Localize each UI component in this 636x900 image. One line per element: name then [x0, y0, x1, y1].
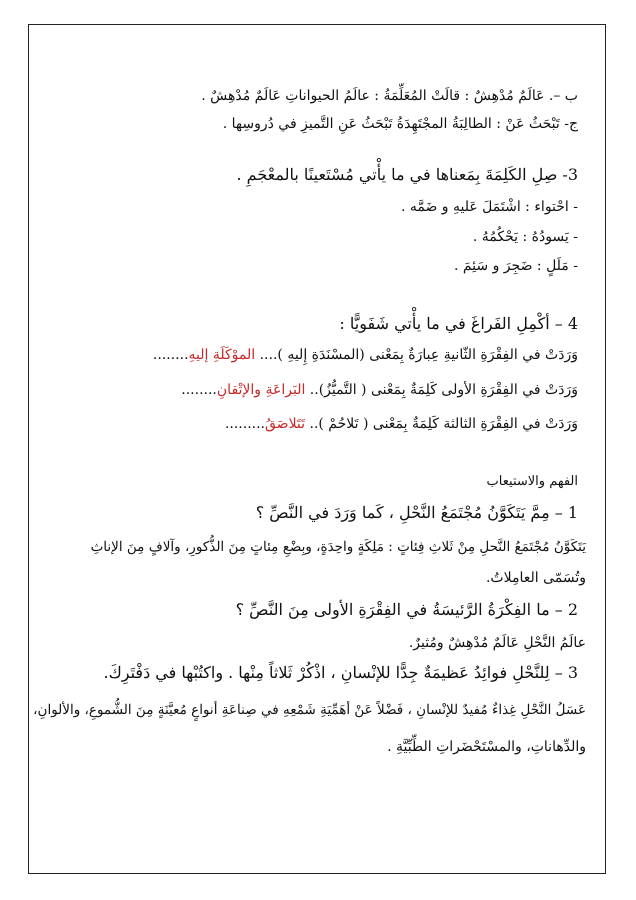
fill-item-dots: ........ [152, 347, 189, 363]
comp-a1-line1: يَتَكَوَّنُ مُجْتَمَعُ النَّحلِ مِنْ ثَلاثِ فِئاتٍ : مَلِكَةٍ واحِدَةٍ، وبِضْعِ مِئاتٍ مِنَ الذُّكورِ، وآلافٍ مِنَ الإناثِ [90, 539, 586, 555]
comp-a3-line2: والدِّهاناتِ، والمسْتَحْضَراتِ الطِّبِّيَّةِ . [387, 739, 586, 755]
fill-item-text: وَرَدَتْ في الفِقْرَةِ الثالثة كَلِمَةٌ بِمَعْنى ( تَلاحُمْ ).. [305, 416, 578, 432]
q4-fill-item-1 [153, 345, 578, 365]
fill-item-answer: الموْكَلَةِ إليهِ [188, 347, 260, 363]
q4-fill-item-2 [181, 380, 578, 400]
fill-item-dots: ......... [224, 416, 265, 432]
fill-item-answer: البَراعَةِ والإتْقانِ [216, 382, 306, 398]
item-b-line: ب –. عَالَمٌ مُدْهِشٌ : قالَتْ المُعَلِّمَةُ : عالَمُ الحيواناتِ عَالَمٌ مُدْهِشٌ . [201, 88, 578, 104]
item-j-line: ج- تَبْحَثُ عَنْ : الطالِبَةُ المجْتَهِدَةُ تَبْحَثُ عَنِ التَّميزِ في دُروسِها . [222, 116, 578, 132]
comp-q2: 2 – ما الفِكْرَةُ الرَّئيسَةُ في الفِقْرَةِ الأولى مِنَ النَّصِّ ؟ [235, 600, 578, 619]
comp-q3: 3 – لِلنَّحْلِ فوائِدُ عَظيمَةٌ جِدًّا للإنْسانِ ، اذْكُرْ ثَلاثاً مِنْها . واكتُبْها في دَفْتَرِكَ. [103, 663, 578, 682]
comp-a2: عالَمُ النَّحْلِ عَالَمٌ مُدْهِشٌ ومُثيرٌ. [408, 635, 586, 651]
fill-item-text: وَرَدَتْ في الفِقْرَةِ الثّانيةِ عِبارَةٌ بِمَعْنى (المسْنَدَةِ إِليهِ ).... [259, 347, 578, 363]
q3-vocab-item-2: - يَسودُهُ : يَحْكُمُهُ . [472, 229, 578, 245]
q3-vocab-title: 3- صِلِ الكَلِمَةَ بِمَعناها في ما يأْتي مُسْتَعينًا بالمعْجَمِ . [236, 165, 578, 184]
fill-item-text: وَرَدَتْ في الفِقْرَةِ الأولى كَلِمَةٌ بِمَعْنى ( التَّميُّزُ).. [305, 382, 578, 398]
q3-vocab-item-1: - احْتواء : اشْتَمَلَ عَليهِ و ضَمَّه . [400, 199, 578, 215]
comprehension-heading: الفهم والاستيعاب [486, 474, 578, 489]
q4-fill-title: 4 – أكْمِلِ الفَراغَ في ما يأْتي شَفَويًّا : [339, 314, 578, 333]
q3-vocab-item-3: - مَلَلٍ : ضَجِرَ و سَئِمَ . [453, 258, 578, 274]
fill-item-answer: تَتَلاصَقُ [265, 416, 306, 432]
comp-q1: 1 – مِمَّ يَتَكَوَّنُ مُجْتَمَعُ النَّحْلِ ، كَما وَرَدَ في النَّصِّ ؟ [255, 503, 578, 522]
comp-a3-line1: عَسَلُ النَّحْلِ غِذاءٌ مُفيدٌ للإنْسانِ ، فَضْلاً عَنْ أهَمِّيَةِ شَمْعِهِ في صِناعَةِ أنواعٍ مُعيَّنَةٍ مِنَ الشُّموعِ، والألوانِ، [33, 702, 586, 718]
fill-item-dots: ........ [181, 382, 217, 398]
q4-fill-item-3 [225, 414, 578, 434]
comp-a1-line2: وتُسَمّى العامِلاتُ. [485, 570, 586, 586]
